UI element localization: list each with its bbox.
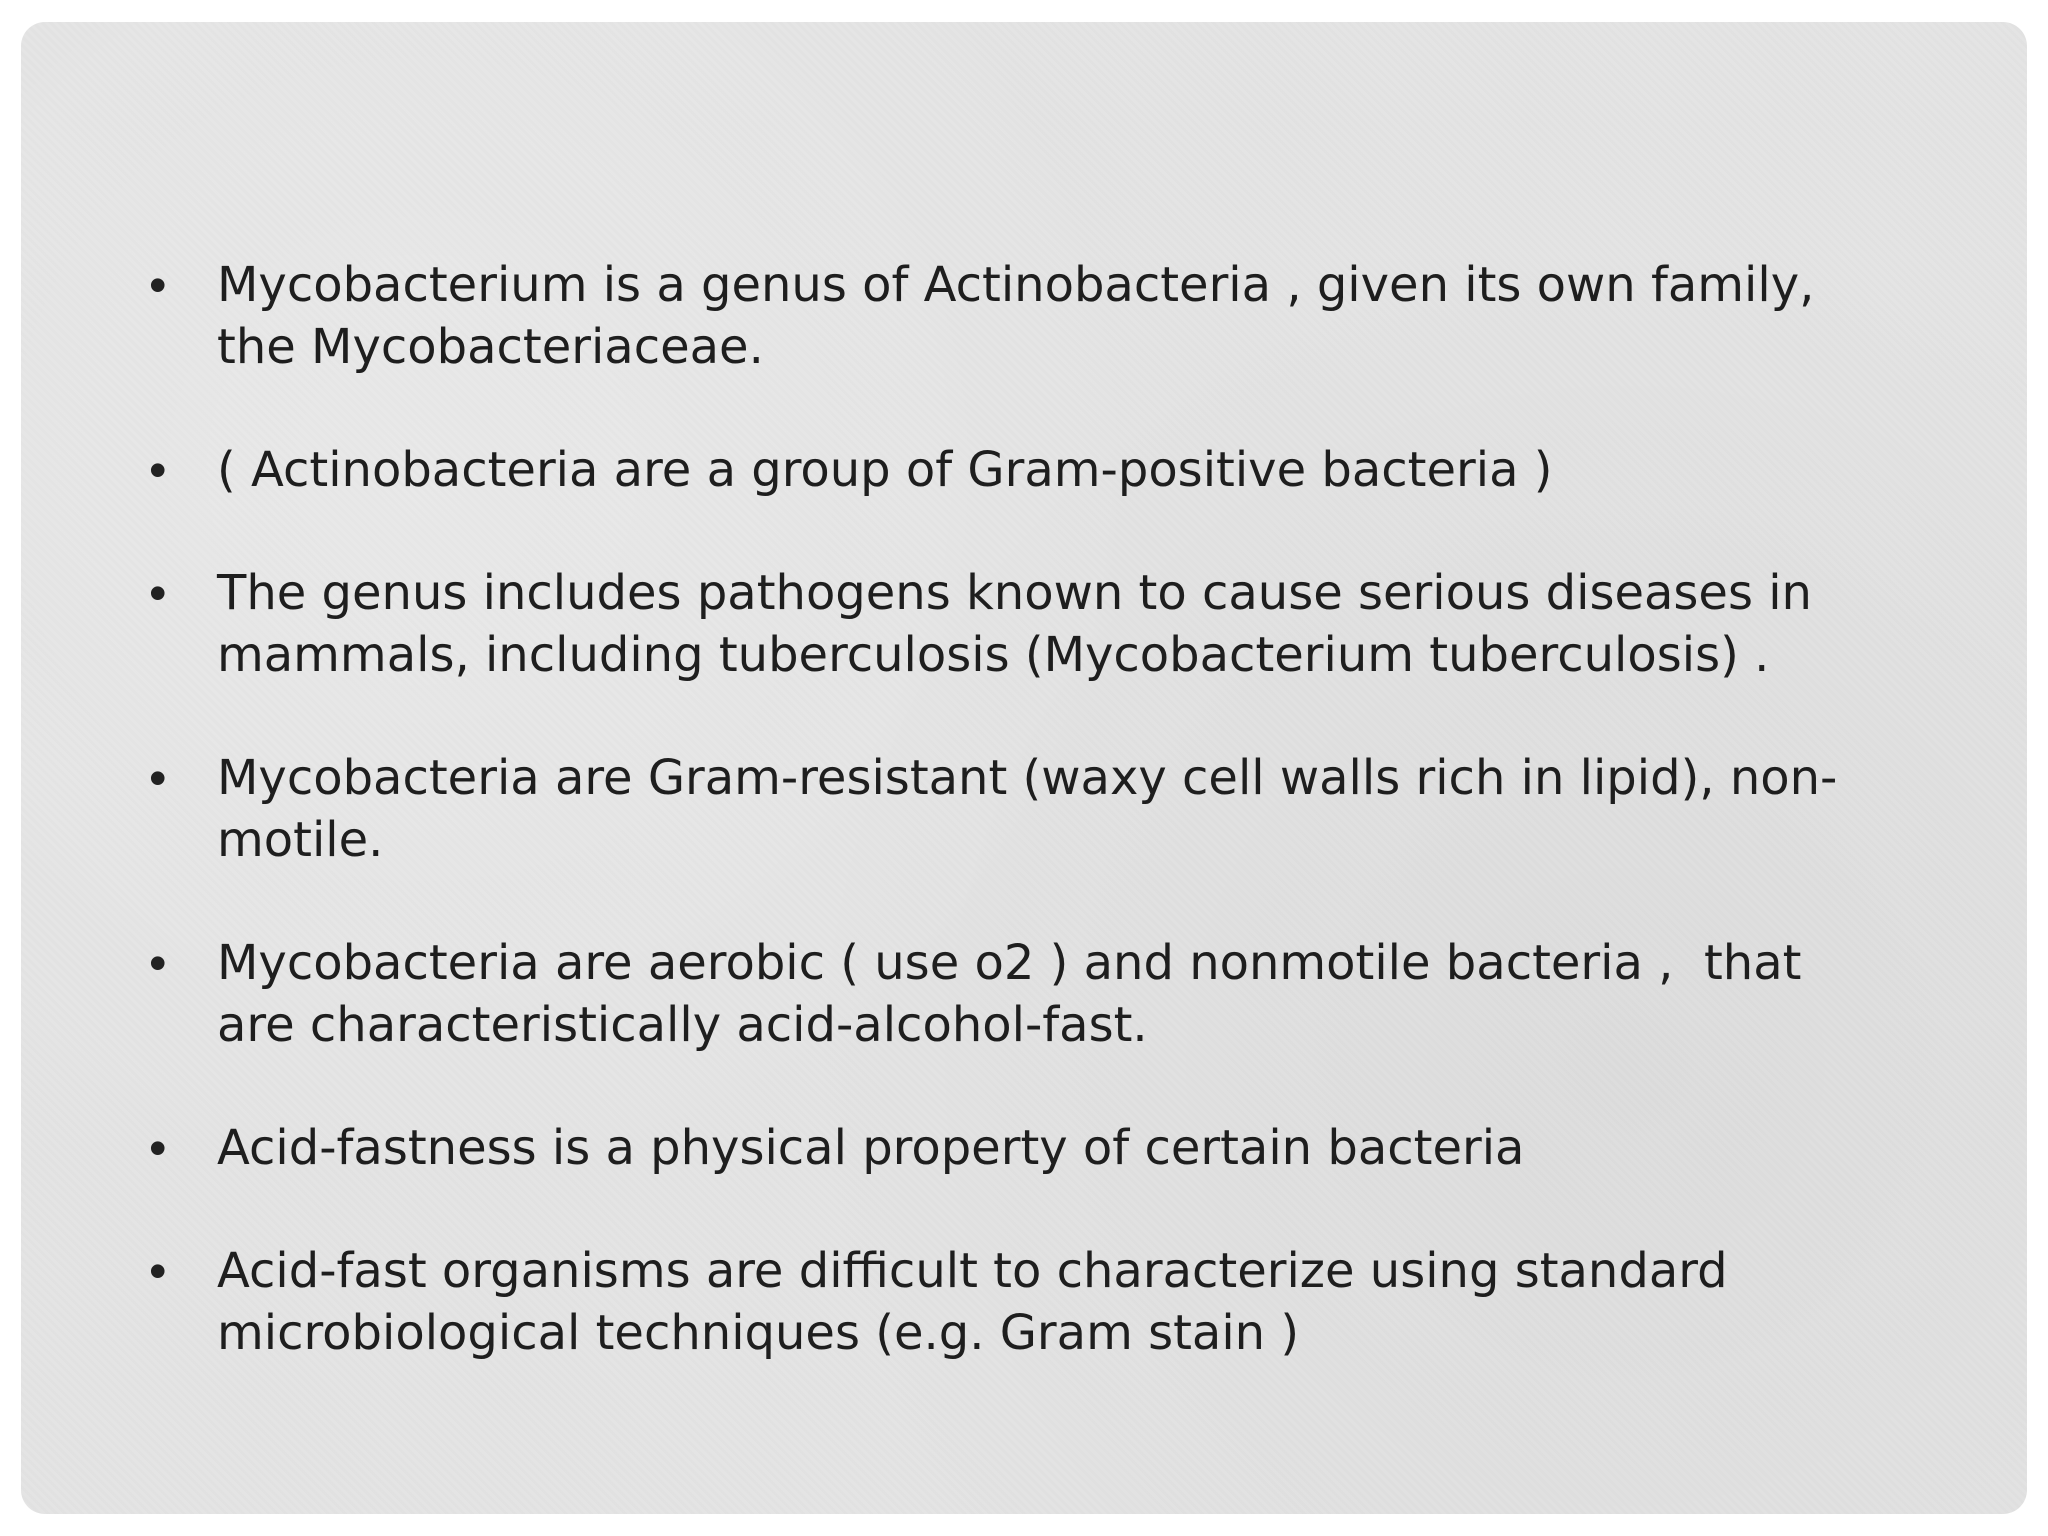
bullet-item [21, 1240, 2027, 1364]
bullet-text [217, 254, 1937, 378]
bullet-line: ( Actinobacteria are a group of Gram-positive bacteria ) [217, 442, 1553, 498]
bullet-text [217, 562, 1937, 686]
bullet-icon: • [149, 442, 167, 498]
bullet-line: mammals, including tuberculosis (Mycobacterium tuberculosis) . [217, 627, 1770, 683]
bullet-icon: • [149, 1243, 167, 1299]
bullet-line: Acid-fastness is a physical property of certain bacteria [217, 1120, 1525, 1176]
bullet-line: microbiological techniques (e.g. Gram stain ) [217, 1305, 1300, 1361]
bullet-line: Mycobacteria are Gram-resistant (waxy cell walls rich in lipid), non- [217, 750, 1838, 806]
bullet-item [21, 747, 2027, 871]
bullet-line: Mycobacteria are aerobic ( use o2 ) and nonmotile bacteria , that [217, 935, 1802, 991]
bullet-line: Acid-fast organisms are difficult to characterize using standard [217, 1243, 1728, 1299]
bullet-line: the Mycobacteriaceae. [217, 319, 764, 375]
bullet-line: The genus includes pathogens known to cause serious diseases in [217, 565, 1812, 621]
bullet-text [217, 1240, 1937, 1364]
bullet-icon: • [149, 935, 167, 991]
bullet-icon: • [149, 565, 167, 621]
bullet-text [217, 932, 1937, 1056]
bullet-item [21, 562, 2027, 686]
bullet-text [217, 747, 1937, 871]
bullet-line: motile. [217, 812, 384, 868]
bullet-line: are characteristically acid-alcohol-fast. [217, 997, 1148, 1053]
bullet-item [21, 254, 2027, 378]
bullet-icon: • [149, 750, 167, 806]
bullet-item [21, 932, 2027, 1056]
slide [21, 22, 2027, 1514]
bullet-item [21, 1117, 2027, 1179]
bullet-line: Mycobacterium is a genus of Actinobacteria , given its own family, [217, 257, 1815, 313]
bullet-item [21, 439, 2027, 501]
bullet-text [217, 1117, 1937, 1179]
bullet-icon: • [149, 1120, 167, 1176]
bullet-icon: • [149, 257, 167, 313]
bullet-text [217, 439, 1937, 501]
bullet-list [21, 254, 2027, 1425]
